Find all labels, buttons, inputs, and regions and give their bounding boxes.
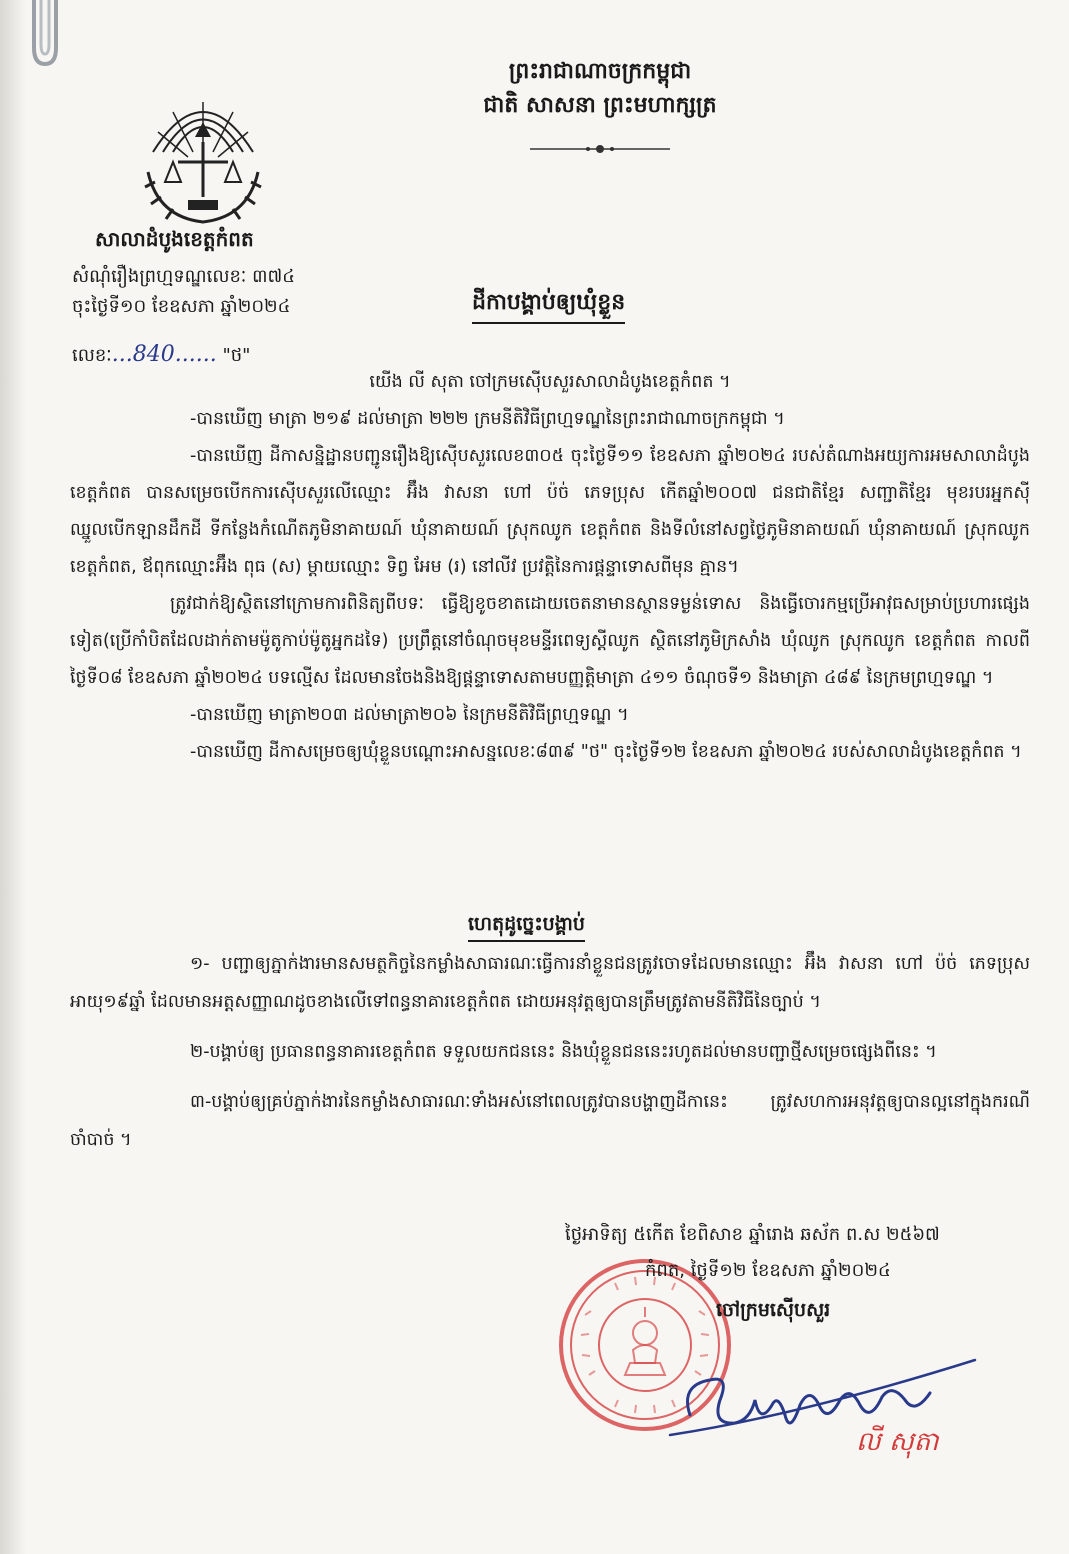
kingdom-title: ព្រះរាជាណាចក្រកម្ពុជា [508,59,692,84]
court-emblem-icon [133,82,273,232]
paragraph-4: -បានឃើញ មាត្រា២០៣ ដល់មាត្រា២០៦ នៃក្រមនីតិវិធីព្រហ្មទណ្ឌ ។ [190,705,629,725]
judge-title: ចៅក្រមស៊ើបសួរ [716,1299,831,1321]
order-item-3: ៣-បង្គាប់ឲ្យគ្រប់ភ្នាក់ងារនៃកម្លាំងសាធារណៈទាំងអស់នៅពេលត្រូវបានបង្ហាញដីកានេះ ត្រូវសហការអនុវត្តឲ្យបានល្អនៅក្នុងករណីចាំបាច់ ។ [70,1092,1030,1150]
lunar-date: ថ្ងៃអាទិត្យ ៥កើត ខែពិសាខ ឆ្នាំរោង ឆស័ក ព.ស ២៥៦៧ [565,1224,940,1245]
case-file-number: សំណុំរឿងព្រហ្មទណ្ឌលេខៈ ៣៧៤ [72,266,296,287]
judge-name-handwritten: លី សុតា [856,1427,939,1457]
document-number-label: លេខៈ [72,345,112,366]
signature-icon [660,1345,990,1455]
ornament-divider-icon [530,142,670,156]
order-list [70,945,1030,1171]
intro-paragraph: យើង លី សុតា ចៅក្រមស៊ើបសួរសាលាដំបូងខេត្តកំពត ។ [369,372,731,392]
case-reference [72,262,295,322]
national-motto: ជាតិ សាសនា ព្រះមហាក្សត្រ [483,93,717,118]
document-title: ដីកាបង្គាប់ឲ្យឃុំខ្លួន [472,288,625,324]
document-number-suffix: "ថ" [222,345,251,366]
paper-clip-icon [28,0,62,70]
court-name: សាលាដំបូងខេត្តកំពត [95,227,254,251]
paragraph-1: -បានឃើញ មាត្រា ២១៩ ដល់មាត្រា ២២២ ក្រមនីតិវិធីព្រហ្មទណ្ឌនៃព្រះរាជាណាចក្រកម្ពុជា ។ [190,409,785,429]
national-header [420,55,780,123]
document-number-handwritten: ...840...... [111,342,217,367]
order-item-1: ១- បញ្ជាឲ្យភ្នាក់ងារមានសមត្ថកិច្ចនៃកម្លាំងសាធារណៈធ្វើការនាំខ្លួនជនត្រូវចោទដែលមានឈ្មោះ អ៊ឹង វាសនា ហៅ ប៉ច់ ភេទប្រុស អាយុ១៩ឆ្នាំ ដែលមានអត្តសញ្ញាណដូចខាងលើទៅពន្ធនាគារខេត្តកំពត ដោយអនុវត្តឲ្យបានត្រឹមត្រូវតាមនីតិវិធីនៃច្បាប់ ។ [70,954,1030,1012]
order-item-2: ២-បង្គាប់ឲ្យ ប្រធានពន្ធនាគារខេត្តកំពត ទទួលយកជននេះ និងឃុំខ្លួនជននេះរហូតដល់មានបញ្ជាថ្មីសម្រេចផ្សេងពីនេះ ។ [190,1042,937,1062]
solar-date: កំពត, ថ្ងៃទី១២ ខែឧសភា ឆ្នាំ២០២៤ [645,1260,891,1281]
paragraph-5: -បានឃើញ ដីកាសម្រេចឲ្យឃុំខ្លួនបណ្ដោះអាសន្នលេខៈ៨៣៩ "ថ" ចុះថ្ងៃទី១២ ខែឧសភា ឆ្នាំ២០២៤ របស់សាលាដំបូងខេត្តកំពត ។ [190,742,1022,762]
case-file-date: ចុះថ្ងៃទី១០ ខែឧសភា ឆ្នាំ២០២៤ [72,296,291,317]
paragraph-3: ត្រូវជាក់ឱ្យស្ថិតនៅក្រោមការពិនិត្យពីបទៈ ធ្វើឱ្យខូចខាតដោយចេតនាមានស្ថានទម្ងន់ទោស និងធ្វើចោរកម្មប្រើអាវុធសម្រាប់ប្រហារផ្សេងទៀត(ប្រើកាំបិតដែលដាក់តាមម៉ូតូកាប់ម៉ូតូអ្នកដទៃ) ប្រព្រឹត្តនៅចំណុចមុខមន្ទីរពេទ្យស្ដីឈូក ស្ថិតនៅភូមិក្រសាំង ឃុំឈូក ស្រុកឈូក ខេត្តកំពត កាលពីថ្ងៃទី០៨ ខែឧសភា ឆ្នាំ២០២៤ បទល្មើស ដែលមានចែងនិងឱ្យផ្ដន្ទាទោសតាមបញ្ញត្តិមាត្រា ៤១១ ចំណុចទី១ និងមាត្រា ៤៨៩ នៃក្រមព្រហ្មទណ្ឌ ។ [70,594,1030,688]
paragraph-2: -បានឃើញ ដីកាសន្និដ្ឋានបញ្ជូនរឿងឱ្យស៊ើបសួរលេខ៣០៥ ចុះថ្ងៃទី១១ ខែឧសភា ឆ្នាំ២០២៤ របស់តំណាងអយ្យការអមសាលាដំបូងខេត្តកំពត បានសម្រេចបើកការស៊ើបសួរលើឈ្មោះ អ៊ឹង វាសនា ហៅ ប៉ច់ ភេទប្រុស កើតឆ្នាំ២០០៧ ជនជាតិខ្មែរ សញ្ជាតិខ្មែរ មុខរបរអ្នកស៊ីឈ្នួលបើកឡានដឹកដី ទីកន្លែងកំណើតភូមិនាគាយណ៍ ឃុំនាគាយណ៍ ស្រុកឈូក ខេត្តកំពត និងទីលំនៅសព្វថ្ងៃភូមិនាគាយណ៍ ឃុំនាគាយណ៍ ស្រុកឈូក ខេត្តកំពត, ឪពុកឈ្មោះអ៊ឹង ពុធ (ស) ម្ដាយឈ្មោះ ទិព្វ អែម (រ) នៅលីវ ប្រវត្តិនៃការផ្ដន្ទាទោសពីមុន គ្មាន។ [70,446,1030,577]
grounds-title: ហេតុដូច្នេះបង្គាប់ [468,912,585,942]
document-body [70,364,1030,771]
page-edge-shadow [0,0,26,1554]
